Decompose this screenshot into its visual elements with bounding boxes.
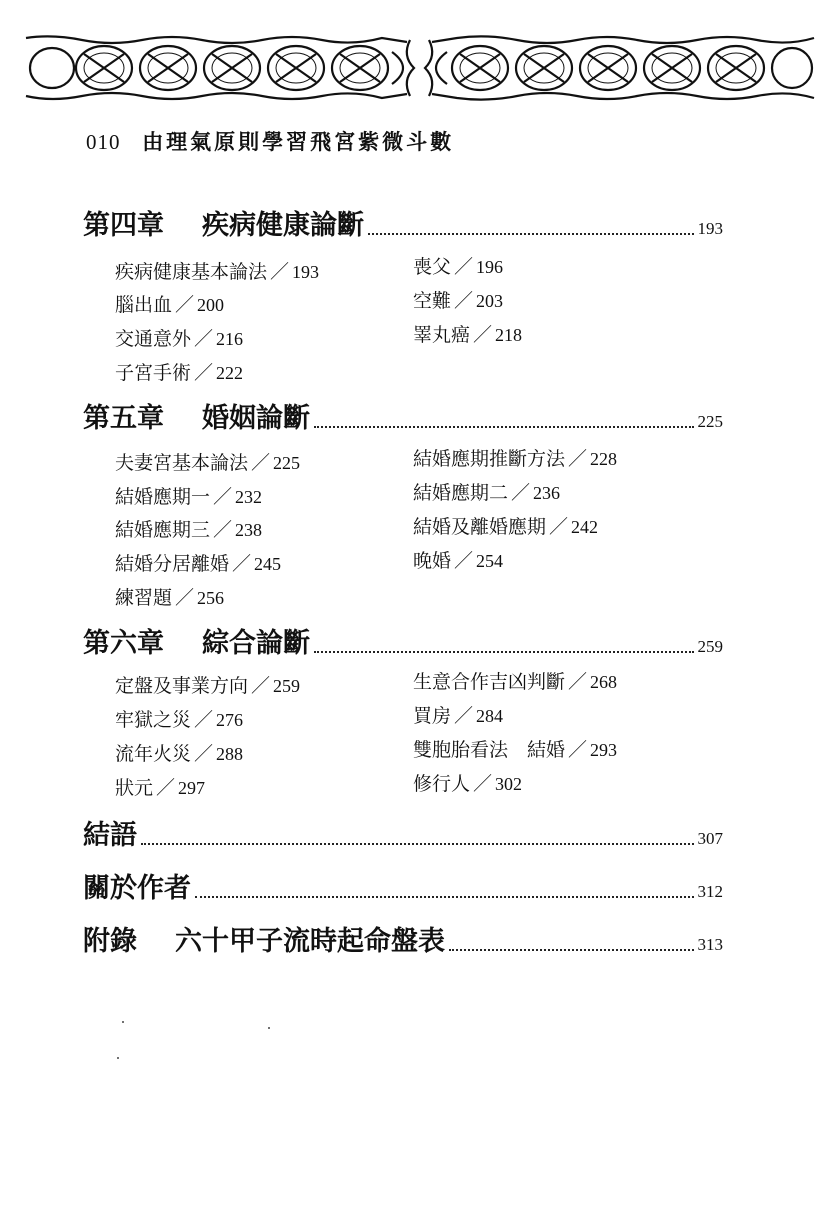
toc-entry[interactable]: 結婚及離婚應期 ／ 242 [413, 516, 599, 538]
dot-leader [449, 948, 694, 951]
chapter-page: 225 [697, 412, 723, 431]
chapter-page: 193 [697, 219, 723, 238]
toc-entry[interactable]: 練習題 ／ 256 [115, 587, 225, 609]
toc-entry[interactable]: 定盤及事業方向 ／ 259 [115, 675, 301, 697]
section-page: 307 [697, 829, 723, 848]
toc-chapter-6[interactable] [83, 630, 723, 657]
dot-leader [314, 425, 694, 428]
dot-leader [141, 842, 694, 845]
toc-entry[interactable]: 狀元 ／ 297 [115, 777, 206, 799]
dot-leader [195, 895, 694, 898]
toc-entry[interactable]: 流年火災 ／ 288 [115, 743, 244, 765]
chapter-title: 第六章 綜合論斷 [83, 628, 310, 659]
scan-speck [268, 1027, 270, 1029]
section-title: 關於作者 [83, 873, 191, 904]
toc-section-epilogue[interactable] [83, 822, 723, 849]
toc-entry[interactable]: 腦出血 ／ 200 [115, 294, 225, 316]
toc-entry[interactable]: 結婚應期三 ／ 238 [115, 519, 263, 541]
chapter-title: 第五章 婚姻論斷 [83, 403, 310, 434]
scan-speck [117, 1057, 119, 1059]
toc-entry[interactable]: 雙胞胎看法 結婚 ／ 293 [413, 739, 618, 761]
scan-speck [122, 1021, 124, 1023]
dot-leader [314, 650, 694, 653]
toc-section-appendix[interactable] [83, 928, 723, 955]
chapter-page: 259 [697, 637, 723, 656]
dot-leader [368, 232, 694, 235]
toc-entry[interactable]: 結婚應期推斷方法 ／ 228 [413, 448, 618, 470]
toc-entry[interactable]: 子宮手術 ／ 222 [115, 362, 244, 384]
toc-entry[interactable]: 結婚分居離婚 ／ 245 [115, 553, 282, 575]
section-title: 結語 [83, 820, 137, 851]
toc-chapter-5[interactable] [83, 405, 723, 432]
toc-entry[interactable]: 生意合作吉凶判斷 ／ 268 [413, 671, 618, 693]
toc-entry[interactable]: 結婚應期一 ／ 232 [115, 486, 263, 508]
toc-entry[interactable]: 疾病健康基本論法 ／ 193 [115, 261, 320, 283]
running-header [86, 126, 454, 156]
toc-entry[interactable]: 交通意外 ／ 216 [115, 328, 244, 350]
toc-entry[interactable]: 晚婚 ／ 254 [413, 550, 504, 572]
section-page: 312 [697, 882, 723, 901]
toc-section-about-author[interactable] [83, 875, 723, 902]
toc-entry[interactable]: 修行人 ／ 302 [413, 773, 523, 795]
toc-entry[interactable]: 夫妻宮基本論法 ／ 225 [115, 452, 301, 474]
book-title: 由理氣原則學習飛宮紫微斗數 [142, 129, 455, 154]
toc-chapter-4[interactable] [83, 212, 723, 239]
celtic-knot-banner [22, 32, 817, 104]
toc-entry[interactable]: 牢獄之災 ／ 276 [115, 709, 244, 731]
section-page: 313 [697, 935, 723, 954]
toc-entry[interactable]: 睪丸癌 ／ 218 [413, 324, 523, 346]
chapter-title: 第四章 疾病健康論斷 [83, 210, 364, 241]
toc-entry[interactable]: 喪父 ／ 196 [413, 256, 504, 278]
section-title: 附錄 六十甲子流時起命盤表 [83, 926, 445, 957]
toc-entry[interactable]: 空難 ／ 203 [413, 290, 504, 312]
page-number: 010 [86, 130, 121, 154]
toc-entry[interactable]: 結婚應期二 ／ 236 [413, 482, 561, 504]
toc-entry[interactable]: 買房 ／ 284 [413, 705, 504, 727]
